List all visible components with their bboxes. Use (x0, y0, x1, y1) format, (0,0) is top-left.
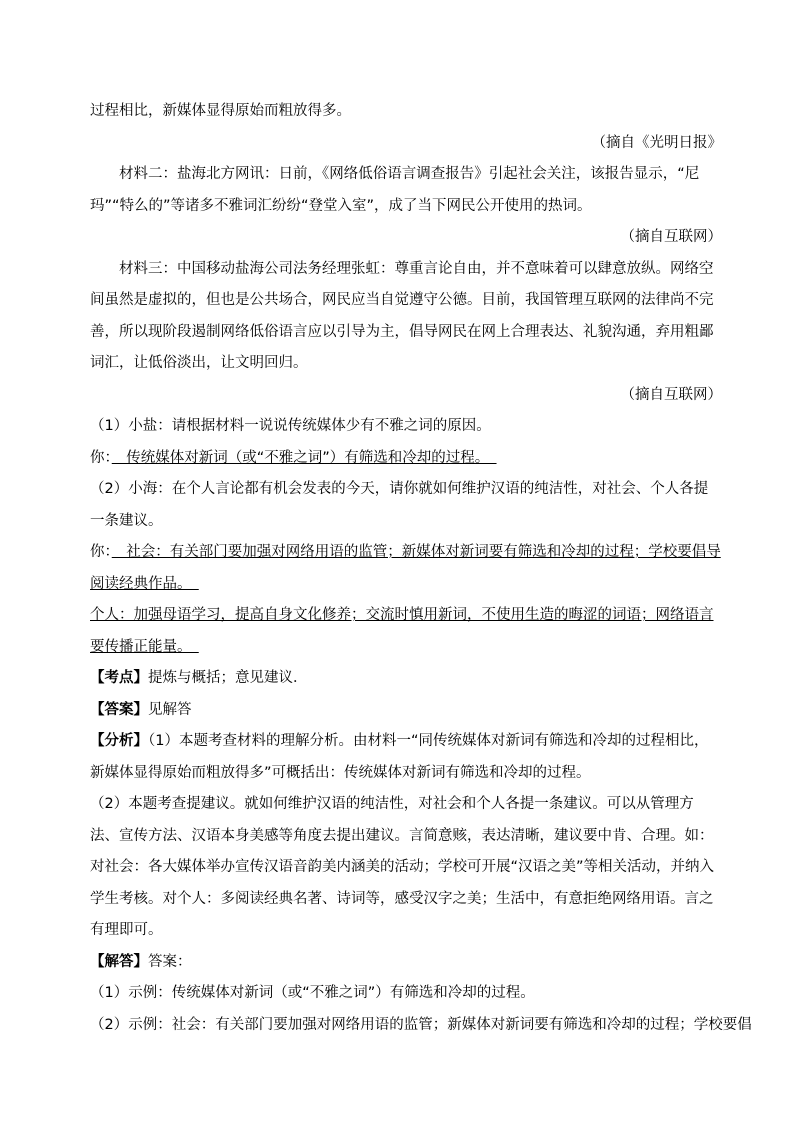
jieda-text: 答案： (148, 953, 192, 970)
answer-2-society (90, 537, 722, 600)
source-guangming: （摘自《光明日报》 (591, 134, 722, 151)
answer-2-personal: 个人：加强母语学习，提高自身文化修养；交流时慎用新词，不使用生造的晦涩的词语；网络语言要传播正能量。 (90, 607, 714, 655)
document-body (90, 0, 752, 1041)
kaodian-label: 【考点】 (90, 670, 148, 686)
analysis-1-text: （1）本题考查材料的理解分析。由材料一“同传统媒体对新词有筛选和冷却的过程相比，新媒体显得原始而粗放得多”可概括出：传统媒体对新词有筛选和冷却的过程。 (90, 733, 709, 781)
example-1: （1）示例：传统媒体对新词（或“不雅之词”）有筛选和冷却的过程。 (90, 985, 535, 1001)
answer-1-prefix: 你： (90, 449, 112, 466)
daan-text: 见解答 (148, 701, 192, 718)
answer-2-society-text: 社会：有关部门要加强对网络用语的监管；新媒体对新词要有筛选和冷却的过程；学校要倡导阅读经典作品。 (90, 544, 721, 592)
question-1: （1）小盐：请根据材料一说说传统媒体少有不雅之词的原因。 (90, 418, 491, 434)
answer-1-text: 传统媒体对新词（或“不雅之词”）有筛选和冷却的过程。 (111, 449, 497, 466)
paragraph-material1-tail: 过程相比，新媒体显得原始而粗放得多。 (90, 103, 351, 119)
paragraph-material2: 材料二：盐海北方网讯：日前，《网络低俗语言调查报告》引起社会关注，该报告显示，“尼玛”“特么的”等诸多不雅词汇纷纷“登堂入室”，成了当下网民公开使用的热词。 (90, 166, 700, 214)
answer-1 (90, 443, 722, 475)
question-2: （2）小海：在个人言论都有机会发表的今天，请你就如何维护汉语的纯洁性，对社会、个人各提一条建议。 (90, 481, 709, 529)
source-internet-2: （摘自互联网） (620, 386, 722, 403)
example-2: （2）示例：社会：有关部门要加强对网络用语的监管；新媒体对新词要有筛选和冷却的过程；学校要倡 (90, 1016, 752, 1033)
daan-line (90, 695, 722, 727)
daan-label: 【答案】 (90, 701, 148, 718)
analysis-1 (90, 726, 722, 789)
kaodian-text: 提炼与概括；意见建议． (148, 670, 308, 686)
jieda-line (90, 947, 722, 979)
analysis-2: （2）本题考查提建议。就如何维护汉语的纯洁性，对社会和个人各提一条建议。可以从管理方法、宣传方法、汉语本身美感等角度去提出建议。言简意赅，表达清晰，建议要中肯、合理。如：对社会：各大媒体举办宣传汉语音韵美内涵美的活动；学校可开展“汉语之美”等相关活动，并纳入学生考核。对个人：多阅读经典名著、诗词等，感受汉字之美；生活中，有意拒绝网络用语。言之有理即可。 (90, 796, 715, 938)
source-internet-1: （摘自互联网） (620, 229, 722, 245)
answer-2-prefix: 你： (90, 544, 112, 560)
kaodian-line (90, 663, 722, 695)
jieda-label: 【解答】 (90, 953, 148, 970)
fenxi-label: 【分析】 (90, 733, 148, 749)
paragraph-material3: 材料三：中国移动盐海公司法务经理张虹：尊重言论自由，并不意味着可以肆意放纵。网络空间虽然是虚拟的，但也是公共场合，网民应当自觉遵守公德。目前，我国管理互联网的法律尚不完善，所以现阶段遏制网络低俗语言应以引导为主，倡导网民在网上合理表达、礼貌沟通，弃用粗鄙词汇，让低俗淡出，让文明回归。 (90, 260, 714, 371)
